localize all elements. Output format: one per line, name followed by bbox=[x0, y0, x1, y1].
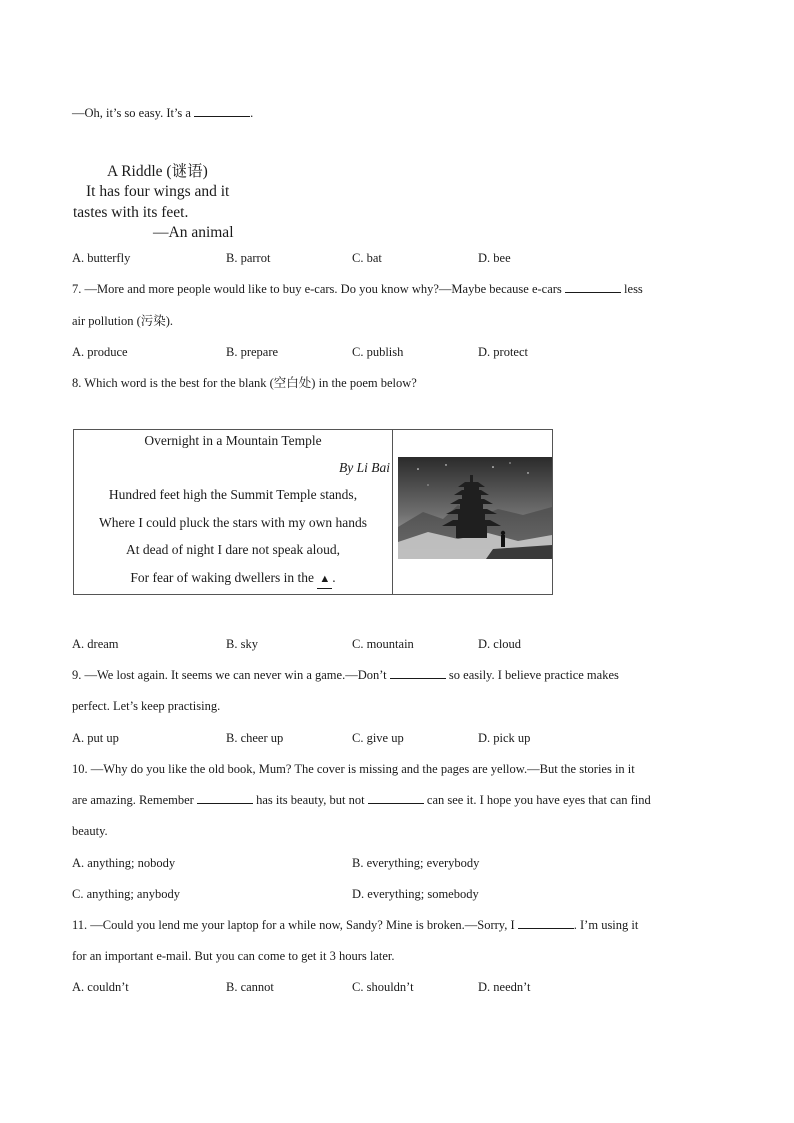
q11-option-b: B. cannot bbox=[226, 980, 274, 994]
q11-option-d: D. needn’t bbox=[478, 980, 531, 994]
q11-text-line-1: 11. —Could you lend me your laptop for a while now, Sandy? Mine is broken.—Sorry, I . I’m using it bbox=[72, 918, 639, 932]
q10-option-b: B. everything; everybody bbox=[352, 856, 480, 870]
q9-option-b: B. cheer up bbox=[226, 731, 284, 745]
q9-blank bbox=[390, 667, 446, 679]
riddle-title: A Riddle (谜语) bbox=[107, 163, 208, 180]
q10-blank-1 bbox=[197, 792, 253, 804]
q10-blank-2 bbox=[368, 792, 424, 804]
poem-line-1: Hundred feet high the Summit Temple stands, bbox=[108, 487, 358, 502]
q8-text: 8. Which word is the best for the blank (空白处) in the poem below? bbox=[72, 376, 417, 390]
q9-option-d: D. pick up bbox=[478, 731, 531, 745]
temple-image bbox=[398, 457, 552, 559]
riddle-line-3: —An animal bbox=[153, 224, 234, 241]
q9-option-c: C. give up bbox=[352, 731, 404, 745]
q7-text-line-2: air pollution (污染). bbox=[72, 314, 174, 328]
answer-blank bbox=[194, 105, 250, 117]
q9-text-line-2: perfect. Let’s keep practising. bbox=[72, 699, 221, 713]
q11-blank bbox=[518, 917, 574, 929]
poem-blank-triangle: ▲ bbox=[317, 570, 332, 589]
q6-option-a: A. butterfly bbox=[72, 251, 131, 265]
riddle-line-2: tastes with its feet. bbox=[73, 204, 189, 221]
q8-option-d: D. cloud bbox=[478, 637, 522, 651]
poem-box bbox=[73, 429, 553, 595]
q9-option-a: A. put up bbox=[72, 731, 119, 745]
q10-option-a: A. anything; nobody bbox=[72, 856, 176, 870]
poem-line-4: For fear of waking dwellers in the ▲ . bbox=[74, 569, 392, 589]
q9-text-line-1: 9. —We lost again. It seems we can never win a game.—Don’t so easily. I believe practice makes bbox=[72, 668, 619, 682]
q11-option-a: A. couldn’t bbox=[72, 980, 129, 994]
q8-option-b: B. sky bbox=[226, 637, 258, 651]
q6-option-d: D. bee bbox=[478, 251, 511, 265]
q7-blank bbox=[565, 281, 621, 293]
q10-text-line-1: 10. —Why do you like the old book, Mum? The cover is missing and the pages are yellow.—But the stories in it bbox=[72, 762, 635, 776]
poem-author: By Li Bai bbox=[339, 460, 390, 475]
q7-text-line-1: 7. —More and more people would like to buy e-cars. Do you know why?—Maybe because e-cars less bbox=[72, 282, 643, 296]
poem-title: Overnight in a Mountain Temple bbox=[144, 433, 322, 448]
q10-text-line-3: beauty. bbox=[72, 824, 108, 838]
q6-option-c: C. bat bbox=[352, 251, 382, 265]
riddle-line-1: It has four wings and it bbox=[86, 183, 230, 200]
poem-line-2: Where I could pluck the stars with my own hands bbox=[98, 515, 368, 530]
q7-option-d: D. protect bbox=[478, 345, 528, 359]
q11-text-line-2: for an important e-mail. But you can come to get it 3 hours later. bbox=[72, 949, 395, 963]
q10-option-d: D. everything; somebody bbox=[352, 887, 479, 901]
q10-option-c: C. anything; anybody bbox=[72, 887, 180, 901]
poem-line-3: At dead of night I dare not speak aloud, bbox=[125, 542, 341, 557]
q10-text-line-2: are amazing. Remember has its beauty, but not can see it. I hope you have eyes that can find bbox=[72, 793, 651, 807]
q6-option-b: B. parrot bbox=[226, 251, 271, 265]
q8-option-c: C. mountain bbox=[352, 637, 414, 651]
q7-option-c: C. publish bbox=[352, 345, 404, 359]
q11-option-c: C. shouldn’t bbox=[352, 980, 414, 994]
answer-line: —Oh, it’s so easy. It’s a . bbox=[72, 106, 254, 120]
q8-option-a: A. dream bbox=[72, 637, 119, 651]
q7-option-b: B. prepare bbox=[226, 345, 279, 359]
poem-text-panel bbox=[74, 430, 393, 594]
q7-option-a: A. produce bbox=[72, 345, 128, 359]
